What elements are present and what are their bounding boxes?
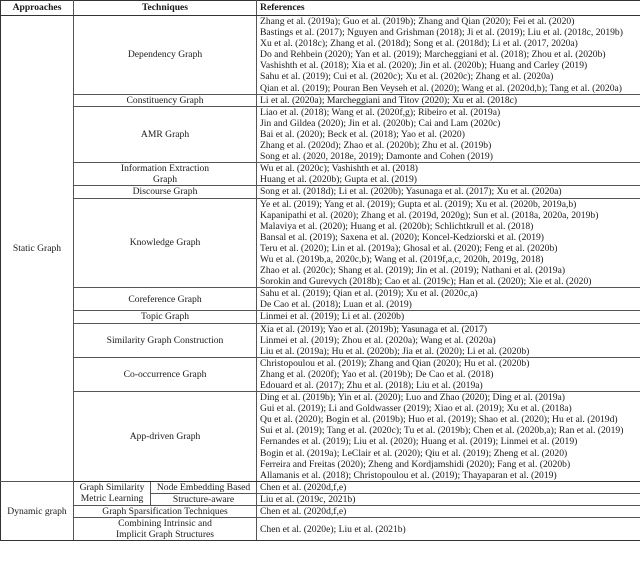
references-structure-aware	[257, 493, 640, 505]
reference-line: Wu et al. (2019b,a, 2020c,b); Wang et al. (2019f,a,c, 2020h, 2019g, 2018)	[260, 253, 544, 265]
reference-line: Bogin et al. (2019a); LeClair et al. (2020); Qiu et al. (2019); Zheng et al. (2020)	[260, 447, 568, 459]
technique-line: Implicit Graph Structures	[115, 529, 215, 541]
reference-line: Ferreira and Freitas (2020); Zheng and Kordjamshidi (2020); Fang et al. (2020b)	[260, 458, 571, 470]
reference-line: Zhao et al. (2020c); Shang et al. (2019); Jin et al. (2019); Nathani et al. (2019a)	[260, 265, 566, 277]
technique-co-occurrence-graph: Co-occurrence Graph	[74, 357, 257, 391]
technique-constituency-graph: Constituency Graph	[74, 94, 257, 106]
table-row-combining-structures	[1, 518, 640, 541]
reference-line: Sorokin and Gurevych (2018b); Cao et al. (2019c); Han et al. (2020); Xie et al. (2020)	[260, 276, 592, 288]
reference-line: Ye et al. (2019); Yang et al. (2019); Gupta et al. (2019); Xu et al. (2020b, 2019a,b)	[260, 198, 577, 210]
technique-line: Combining Intrinsic and	[118, 518, 212, 530]
technique-line: Graph	[153, 174, 177, 186]
reference-line: Bai et al. (2020); Beck et al. (2018); Yao et al. (2020)	[260, 128, 465, 140]
reference-line: Chen et al. (2020d,f,e)	[260, 481, 347, 493]
reference-line: De Cao et al. (2018); Luan et al. (2019)	[260, 299, 412, 311]
header-techniques: Techniques	[74, 1, 257, 16]
header-approaches: Approaches	[1, 1, 74, 16]
reference-line: Liu et al. (2019c, 2021b)	[260, 493, 356, 505]
table-row-app-driven	[1, 392, 640, 482]
reference-line: Gui et al. (2019); Li and Goldwasser (2019); Xiao et al. (2019); Xu et al. (2018a)	[260, 403, 572, 415]
technique-similarity-graph-construction: Similarity Graph Construction	[74, 323, 257, 357]
reference-line: Zhang et al. (2020d); Zhao et al. (2020b); Zhu et al. (2019b)	[260, 140, 492, 152]
reference-line: Do and Rehbein (2020); Yan et al. (2019); Marcheggiani et al. (2018); Zhou et al. (2020b)	[260, 49, 606, 61]
reference-line: Ding et al. (2019b); Yin et al. (2020); Luo and Zhao (2020); Ding et al. (2019a)	[260, 392, 565, 404]
technique-topic-graph: Topic Graph	[74, 311, 257, 323]
approach-dynamic-graph: Dynamic graph	[1, 481, 74, 540]
reference-line: Qian et al. (2019); Pouran Ben Veyseh et al. (2020); Wang et al. (2020d,b); Tang et al. (2020a)	[260, 82, 622, 94]
references-app-driven-graph	[257, 392, 640, 482]
reference-line: Song et al. (2020, 2018e, 2019); Damonte and Cohen (2019)	[260, 151, 493, 163]
references-similarity-graph-construction	[257, 323, 640, 357]
reference-line: Bansal et al. (2019); Saxena et al. (2020); Koncel-Kedziorski et al. (2019)	[260, 231, 545, 243]
header-references: References	[257, 1, 640, 16]
technique-combining-intrinsic-implicit	[74, 518, 257, 541]
reference-line: Chen et al. (2020d,f,e)	[260, 506, 347, 518]
table-row-coreference	[1, 288, 640, 311]
references-discourse-graph	[257, 186, 640, 198]
reference-line: Kapanipathi et al. (2020); Zhang et al. (2019d, 2020g); Sun et al. (2018a, 2020a, 2019b)	[260, 209, 599, 221]
technique-structure-aware: Structure-aware	[151, 493, 257, 505]
table-row-discourse	[1, 186, 640, 198]
technique-app-driven-graph: App-driven Graph	[74, 392, 257, 482]
reference-line: Edouard et al. (2017); Zhu et al. (2018); Liu et al. (2019a)	[260, 380, 483, 391]
reference-line: Liu et al. (2019a); Hu et al. (2020b); Jia et al. (2020); Li et al. (2020b)	[260, 345, 530, 357]
reference-line: Zhang et al. (2019a); Guo et al. (2019b); Zhang and Qian (2020); Fei et al. (2020)	[260, 16, 575, 27]
references-constituency-graph	[257, 94, 640, 106]
table-row-graph-sparsification	[1, 506, 640, 518]
table-row-dependency	[1, 16, 640, 95]
technique-graph-sparsification: Graph Sparsification Techniques	[74, 506, 257, 518]
reference-line: Qu et al. (2020); Bogin et al. (2019b); Huo et al. (2019); Shao et al. (2020); Hu et al. (2019d)	[260, 414, 618, 426]
reference-line: Sahu et al. (2019); Qian et al. (2019); Xu et al. (2020c,a)	[260, 288, 478, 300]
table-row-node-embedding	[1, 481, 640, 493]
reference-line: Malaviya et al. (2020); Huang et al. (2020b); Schlichtkrull et al. (2018)	[260, 220, 534, 232]
reference-line: Bastings et al. (2017); Nguyen and Grishman (2018); Ji et al. (2019); Liu et al. (2018c, 2019b)	[260, 27, 623, 39]
reference-line: Chen et al. (2020e); Liu et al. (2021b)	[260, 523, 406, 535]
technique-graph-similarity-metric-learning	[74, 481, 151, 505]
technique-knowledge-graph: Knowledge Graph	[74, 198, 257, 288]
technique-node-embedding-based: Node Embedding Based	[151, 481, 257, 493]
references-graph-sparsification	[257, 506, 640, 518]
reference-line: Allamanis et al. (2018); Christopoulou et al. (2019); Thayaparan et al. (2019)	[260, 469, 557, 481]
table-row-topic	[1, 311, 640, 323]
reference-line: Teru et al. (2020); Lin et al. (2019a); Ghosal et al. (2020); Feng et al. (2020b)	[260, 242, 558, 254]
references-knowledge-graph	[257, 198, 640, 288]
reference-line: Linmei et al. (2019); Zhou et al. (2020a); Wang et al. (2020a)	[260, 334, 496, 346]
reference-line: Sahu et al. (2019); Cui et al. (2020c); Xu et al. (2020c); Zhang et al. (2020a)	[260, 71, 554, 83]
technique-amr-graph: AMR Graph	[74, 106, 257, 162]
references-information-extraction-graph	[257, 163, 640, 186]
technique-discourse-graph: Discourse Graph	[74, 186, 257, 198]
reference-line: Song et al. (2018d); Li et al. (2020b); Yasunaga et al. (2017); Xu et al. (2020a)	[260, 186, 562, 198]
reference-line: Liao et al. (2018); Wang et al. (2020f,g); Ribeiro et al. (2019a)	[260, 106, 501, 118]
header-row	[1, 1, 640, 16]
technique-line: Information Extraction	[120, 163, 210, 175]
references-co-occurrence-graph	[257, 357, 640, 391]
reference-line: Huang et al. (2020b); Gupta et al. (2019)	[260, 174, 417, 186]
reference-line: Fernandes et al. (2019); Liu et al. (2020); Huang et al. (2019); Linmei et al. (2019)	[260, 436, 578, 448]
table-row-knowledge	[1, 198, 640, 288]
table-row-amr	[1, 106, 640, 162]
reference-line: Xia et al. (2019); Yao et al. (2019b); Yasunaga et al. (2017)	[260, 323, 488, 335]
reference-line: Vashishth et al. (2018); Xia et al. (2020); Jin et al. (2020b); Huang and Carley (2019)	[260, 60, 588, 72]
reference-line: Wu et al. (2020c); Vashishth et al. (2018)	[260, 163, 418, 175]
technique-information-extraction-graph	[74, 163, 257, 186]
table-row-co-occurrence	[1, 357, 640, 391]
reference-line: Sui et al. (2019); Tang et al. (2020c); Tu et al. (2019b); Chen et al. (2020b,a); Ran et al. (2019)	[260, 425, 624, 437]
reference-line: Li et al. (2020a); Marcheggiani and Titov (2020); Xu et al. (2018c)	[260, 94, 518, 106]
technique-coreference-graph: Coreference Graph	[74, 288, 257, 311]
technique-dependency-graph: Dependency Graph	[74, 16, 257, 95]
references-node-embedding-based	[257, 481, 640, 493]
approach-static-graph: Static Graph	[1, 16, 74, 482]
references-amr-graph	[257, 106, 640, 162]
reference-line: Xu et al. (2018c); Zhang et al. (2018d); Song et al. (2018d); Li et al. (2017, 2020a)	[260, 38, 578, 50]
table-row-similarity	[1, 323, 640, 357]
references-dependency-graph	[257, 16, 640, 95]
reference-line: Linmei et al. (2019); Li et al. (2020b)	[260, 311, 405, 323]
technique-line: Metric Learning	[80, 493, 144, 505]
references-combining-intrinsic-implicit	[257, 518, 640, 541]
table-row-constituency	[1, 94, 640, 106]
reference-line: Christopoulou et al. (2019); Zhang and Qian (2020); Hu et al. (2020b)	[260, 357, 530, 369]
technique-line: Graph Similarity	[79, 482, 145, 494]
references-topic-graph	[257, 311, 640, 323]
references-coreference-graph	[257, 288, 640, 311]
table-row-information-extraction	[1, 163, 640, 186]
reference-line: Jin and Gildea (2020); Jin et al. (2020b); Cai and Lam (2020c)	[260, 117, 501, 129]
reference-line: Zhang et al. (2020f); Yao et al. (2019b); De Cao et al. (2018)	[260, 368, 494, 380]
